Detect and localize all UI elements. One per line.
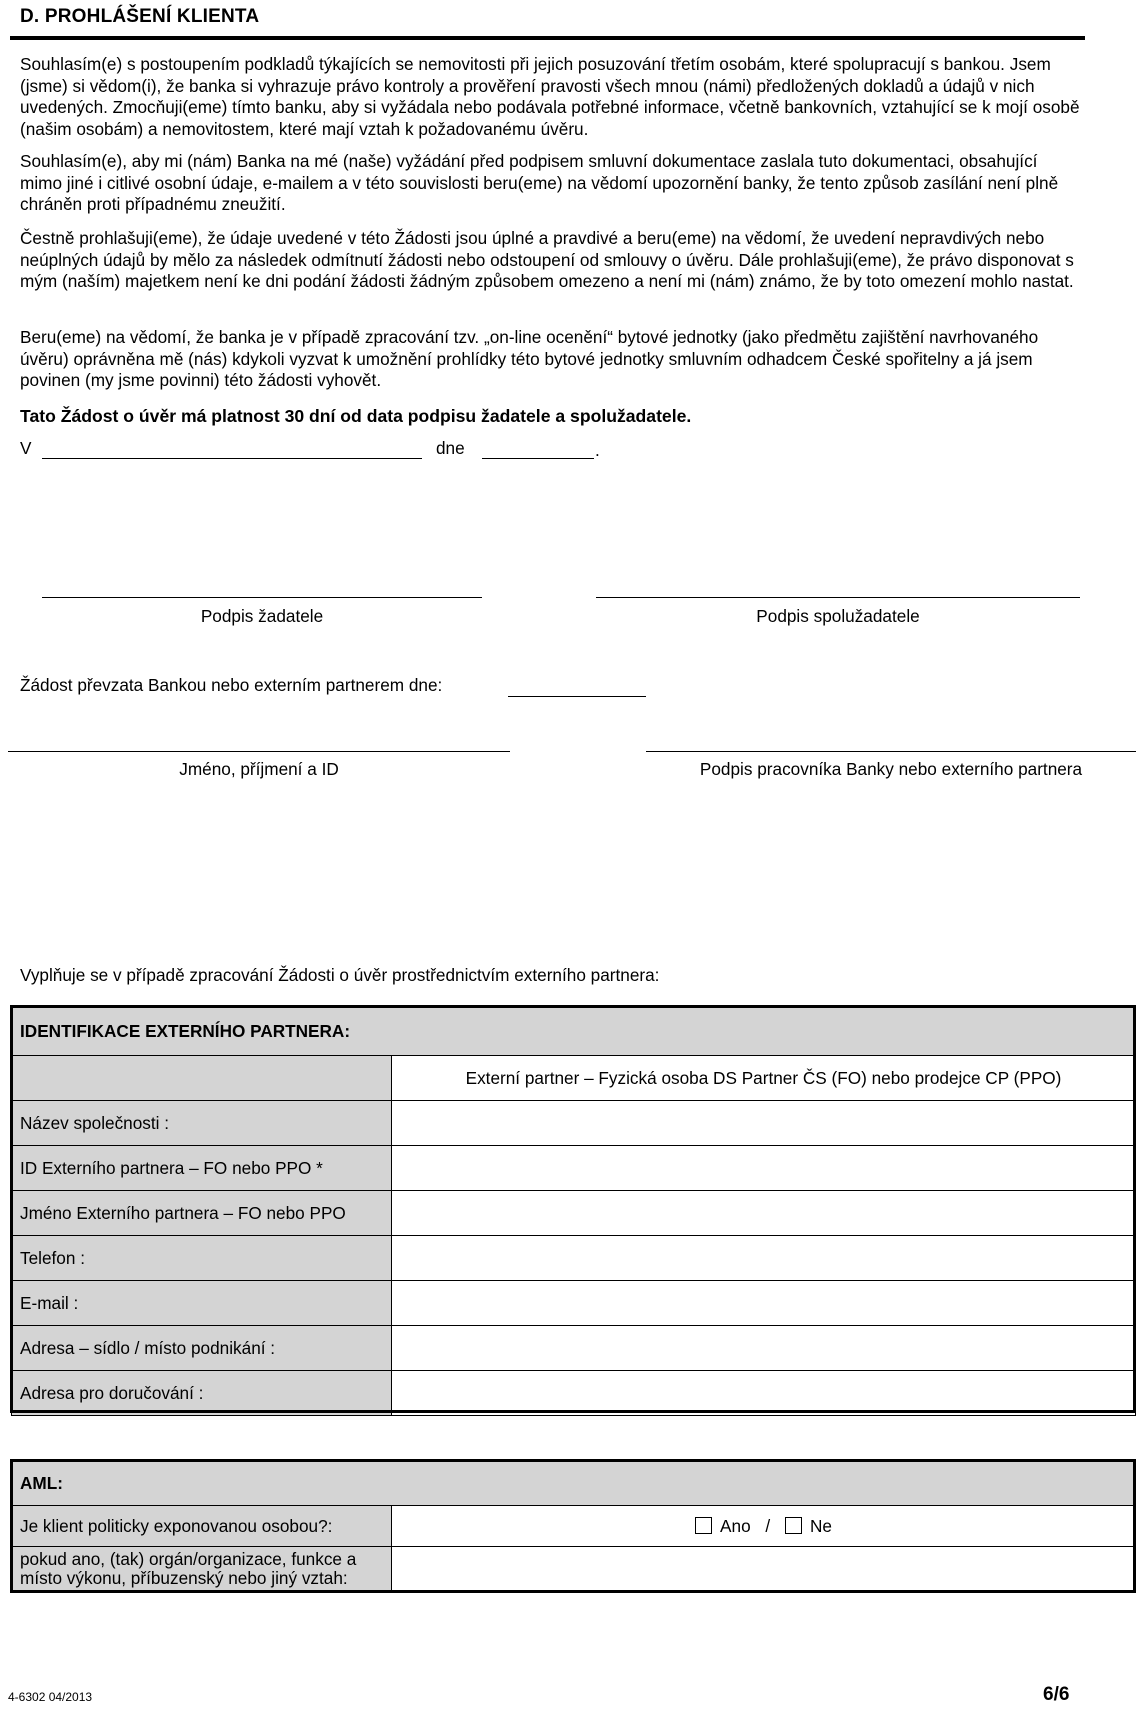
aml-detail-row bbox=[12, 1547, 1136, 1592]
partner-column-header: Externí partner – Fyzická osoba DS Partner ČS (FO) nebo prodejce CP (PPO) bbox=[392, 1056, 1136, 1101]
address-seat-label: Adresa – sídlo / místo podnikání : bbox=[12, 1326, 392, 1371]
name-id-label: Jméno, příjmení a ID bbox=[179, 759, 339, 779]
partner-table-title-row bbox=[12, 1007, 1136, 1056]
table-row bbox=[12, 1146, 1136, 1191]
page-number: 6/6 bbox=[1043, 1684, 1070, 1705]
pep-detail-field[interactable] bbox=[392, 1547, 1136, 1592]
phone-field[interactable] bbox=[392, 1236, 1136, 1281]
pep-detail-question: pokud ano, (tak) orgán/organizace, funkce a místo výkonu, příbuzenský nebo jiný vztah: bbox=[12, 1547, 392, 1592]
email-field[interactable] bbox=[392, 1281, 1136, 1326]
delivery-address-field[interactable] bbox=[392, 1371, 1136, 1416]
place-prefix: V bbox=[20, 438, 32, 458]
aml-title: AML: bbox=[12, 1461, 1136, 1506]
partner-table-title: IDENTIFIKACE EXTERNÍHO PARTNERA: bbox=[12, 1007, 1136, 1056]
section-title: D. PROHLÁŠENÍ KLIENTA bbox=[20, 6, 260, 27]
co-applicant-signature-label: Podpis spolužadatele bbox=[756, 606, 920, 626]
pep-question: Je klient politicky exponovanou osobou?: bbox=[12, 1506, 392, 1547]
name-id-line[interactable] bbox=[8, 751, 510, 752]
partner-name-label: Jméno Externího partnera – FO nebo PPO bbox=[12, 1191, 392, 1236]
date-end: . bbox=[595, 440, 600, 460]
date-field[interactable] bbox=[482, 458, 594, 459]
co-applicant-signature-line[interactable] bbox=[596, 597, 1080, 598]
pep-no-checkbox[interactable] bbox=[785, 1517, 802, 1534]
consent-paragraph-2: Souhlasím(e), aby mi (nám) Banka na mé (naše) vyžádání před podpisem smluvní dokumentace zaslala tuto dokumentaci, obsahující mimo jiné i citlivé osobní údaje, e-mailem a v této souvislosti beru(eme) na vědomí upozornění banky, že tento způsob zasílání není plně chráněn proti případnému zneužití. bbox=[20, 151, 1059, 215]
place-field[interactable] bbox=[42, 458, 422, 459]
pep-yes-label: Ano bbox=[720, 1515, 751, 1536]
table-row bbox=[12, 1191, 1136, 1236]
form-code: 4-6302 04/2013 bbox=[8, 1690, 93, 1704]
pep-yes-checkbox[interactable] bbox=[695, 1517, 712, 1534]
delivery-address-label: Adresa pro doručování : bbox=[12, 1371, 392, 1416]
consent-paragraph-1: Souhlasím(e) s postoupením podkladů týkajících se nemovitosti při jejich posuzování třetím osobám, které spolupracují s bankou. Jsem (jsme) si vědom(i), že banka si vyhrazuje právo kontroly a prověření pravosti všech mnou (námi) předložených dokladů a údajů v nich uvedených. Zmocňuji(eme) tímto banku, aby si vyžádala nebo podávala potřebné informace, včetně bankovních, vztahující se k mojí osobě (našim osobám) a nemovitostem, které mají vztah k požadovanému úvěru. bbox=[20, 54, 1080, 139]
partner-table-header-row bbox=[12, 1056, 1136, 1101]
received-label: Žádost převzata Bankou nebo externím partnerem dne: bbox=[20, 675, 443, 695]
table-row bbox=[12, 1371, 1136, 1416]
aml-pep-row bbox=[12, 1506, 1136, 1547]
email-label: E-mail : bbox=[12, 1281, 392, 1326]
applicant-signature-label: Podpis žadatele bbox=[200, 606, 324, 626]
partner-table-corner bbox=[12, 1056, 392, 1101]
aml-table bbox=[11, 1460, 1136, 1592]
received-date-field[interactable] bbox=[508, 696, 646, 697]
pep-options bbox=[392, 1506, 1136, 1547]
pep-no-label: Ne bbox=[809, 1515, 832, 1536]
bank-signature-line[interactable] bbox=[646, 751, 1136, 752]
table-row bbox=[12, 1236, 1136, 1281]
validity-note: Tato Žádost o úvěr má platnost 30 dní od data podpisu žadatele a spolužadatele. bbox=[20, 406, 692, 426]
phone-label: Telefon : bbox=[12, 1236, 392, 1281]
title-divider bbox=[10, 36, 1085, 40]
partner-id-field[interactable] bbox=[392, 1146, 1136, 1191]
partner-name-field[interactable] bbox=[392, 1191, 1136, 1236]
company-name-label: Název společnosti : bbox=[12, 1101, 392, 1146]
pep-option-separator: / bbox=[765, 1515, 771, 1536]
partner-table bbox=[11, 1006, 1136, 1416]
table-row bbox=[12, 1101, 1136, 1146]
applicant-signature-line[interactable] bbox=[42, 597, 482, 598]
table-row bbox=[12, 1281, 1136, 1326]
address-seat-field[interactable] bbox=[392, 1326, 1136, 1371]
partner-id-label: ID Externího partnera – FO nebo PPO * bbox=[12, 1146, 392, 1191]
table-row bbox=[12, 1326, 1136, 1371]
date-prefix: dne bbox=[436, 438, 465, 458]
valuation-paragraph: Beru(eme) na vědomí, že banka je v případě zpracování tzv. „on-line ocenění“ bytové jednotky (jako předmětu zajištění navrhovaného úvěru) oprávněna mě (nás) kdykoli vyzvat k umožnění prohlídky této bytové jednotky smluvním odhadcem České spořitelny a já jsem povinen (my jsme povinni) této žádosti vyhovět. bbox=[20, 327, 1039, 391]
declaration-paragraph: Čestně prohlašuji(eme), že údaje uvedené v této Žádosti jsou úplné a pravdivé a beru(eme) na vědomí, že uvedení nepravdivých nebo neúplných údajů by mělo za následek odmítnutí žádosti nebo odstoupení od smlouvy o úvěru. Dále prohlašuji(eme), že právo disponovat s mým (naším) majetkem není ke dni podání žádosti žádným způsobem omezeno a není mi (nám) známo, že by toto omezení mohlo nastat. bbox=[20, 228, 1074, 292]
aml-title-row bbox=[12, 1461, 1136, 1506]
partner-note: Vyplňuje se v případě zpracování Žádosti o úvěr prostřednictvím externího partnera: bbox=[20, 965, 660, 985]
bank-signature-label: Podpis pracovníka Banky nebo externího partnera bbox=[699, 759, 1083, 779]
company-name-field[interactable] bbox=[392, 1101, 1136, 1146]
